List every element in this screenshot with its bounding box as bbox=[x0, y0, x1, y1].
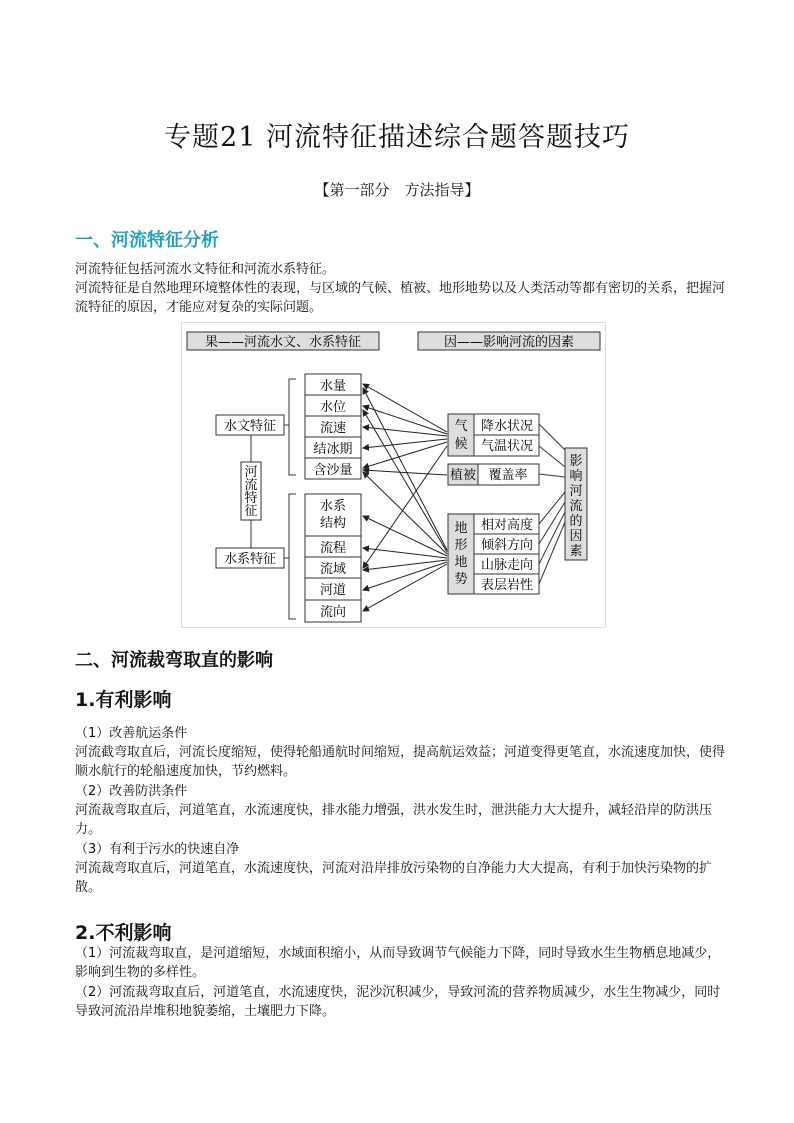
svg-text:素: 素 bbox=[569, 544, 583, 559]
svg-text:势: 势 bbox=[454, 572, 468, 587]
climate-item: 气温状况 bbox=[480, 439, 534, 454]
svg-text:地: 地 bbox=[454, 555, 468, 570]
svg-text:响: 响 bbox=[569, 469, 583, 484]
hydrology-item: 流速 bbox=[319, 421, 347, 436]
terrain-item: 倾斜方向 bbox=[480, 538, 534, 553]
svg-text:流: 流 bbox=[569, 499, 583, 514]
sub1-line-3: （2）改善防洪条件 bbox=[75, 784, 188, 799]
svg-text:水系: 水系 bbox=[319, 499, 347, 514]
section1-para-1: 河流特征包括河流水文特征和河流水系特征。 bbox=[75, 262, 336, 277]
sub2-line-1: （1）河流裁弯取直，是河道缩短，水域面积缩小，从而导致调节气候能力下降，同时导致水生生物栖息地减少，影响到生物的多样性。 bbox=[75, 946, 721, 980]
sub1-line-2: 河流截弯取直后，河流长度缩短，使得轮船通航时间缩短，提高航运效益；河道变得更笔直，水流速度加快，使得顺水航行的轮船速度加快，节约燃料。 bbox=[75, 745, 726, 779]
svg-text:河: 河 bbox=[244, 465, 258, 480]
svg-text:气: 气 bbox=[454, 419, 468, 434]
svg-text:形: 形 bbox=[454, 538, 468, 553]
system-item: 流程 bbox=[319, 541, 347, 556]
hydrology-label: 水文特征 bbox=[223, 419, 277, 434]
sub2-line-2: （2）河流裁弯取直后，河道笔直，水流速度快，泥沙沉积减少，导致河流的营养物质减少，水生生物减少，同时导致河流沿岸堆积地貌萎缩，土壤肥力下降。 bbox=[75, 985, 721, 1019]
section2-heading: 二、河流裁弯取直的影响 bbox=[75, 650, 273, 671]
vegetation-label: 植被 bbox=[449, 468, 477, 483]
svg-text:流: 流 bbox=[244, 478, 258, 493]
system-item: 河道 bbox=[319, 583, 347, 598]
terrain-item: 山脉走向 bbox=[480, 558, 534, 573]
river-features-diagram bbox=[181, 322, 606, 628]
river-feature-label bbox=[244, 465, 257, 519]
svg-text:影: 影 bbox=[569, 454, 583, 469]
system-label: 水系特征 bbox=[223, 552, 277, 567]
sub1-line-4: 河流裁弯取直后，河道笔直，水流速度快，排水能力增强，洪水发生时，泄洪能力大大提升，减轻沿岸的防洪压力。 bbox=[75, 803, 713, 837]
section1-para-2: 河流特征是自然地理环境整体性的表现，与区域的气候、植被、地形地势以及人类活动等都有密切的关系，把握河流特征的原因，才能应对复杂的实际问题。 bbox=[75, 281, 726, 315]
section1-heading: 一、河流特征分析 bbox=[75, 230, 219, 251]
hydrology-item: 结冰期 bbox=[313, 442, 353, 457]
header-left: 果——河流水文、水系特征 bbox=[204, 335, 362, 350]
header-right: 因——影响河流的因素 bbox=[443, 335, 575, 350]
sub1-heading: 1.有利影响 bbox=[75, 689, 172, 711]
svg-text:征: 征 bbox=[244, 504, 258, 519]
climate-item: 降水状况 bbox=[480, 419, 534, 434]
system-item: 流域 bbox=[319, 562, 347, 577]
terrain-item: 表层岩性 bbox=[480, 578, 534, 593]
factors-label bbox=[569, 454, 582, 559]
vegetation-item: 覆盖率 bbox=[488, 468, 528, 483]
svg-text:特: 特 bbox=[244, 491, 258, 506]
sub2-heading: 2.不利影响 bbox=[75, 922, 172, 944]
hydrology-item: 含沙量 bbox=[313, 463, 353, 478]
system-item: 流向 bbox=[319, 605, 347, 620]
svg-text:结构: 结构 bbox=[319, 516, 347, 531]
svg-text:候: 候 bbox=[454, 437, 468, 452]
svg-text:因: 因 bbox=[569, 529, 583, 544]
svg-text:地: 地 bbox=[454, 521, 468, 536]
sub1-line-5: （3）有利于污水的快速自净 bbox=[75, 842, 240, 857]
terrain-item: 相对高度 bbox=[480, 518, 534, 533]
svg-text:的: 的 bbox=[569, 514, 583, 529]
sub1-line-1: （1）改善航运条件 bbox=[75, 726, 188, 741]
hydrology-item: 水位 bbox=[319, 400, 347, 415]
hydrology-item: 水量 bbox=[319, 379, 347, 394]
sub1-line-6: 河流裁弯取直后，河道笔直，水流速度快，河流对沿岸排放污染物的自净能力大大提高，有利于加快污染物的扩散。 bbox=[75, 861, 713, 895]
page-title: 专题21 河流特征描述综合题答题技巧 bbox=[164, 122, 630, 153]
part-heading: 【第一部分 方法指导】 bbox=[314, 181, 480, 199]
svg-text:河: 河 bbox=[569, 484, 583, 499]
